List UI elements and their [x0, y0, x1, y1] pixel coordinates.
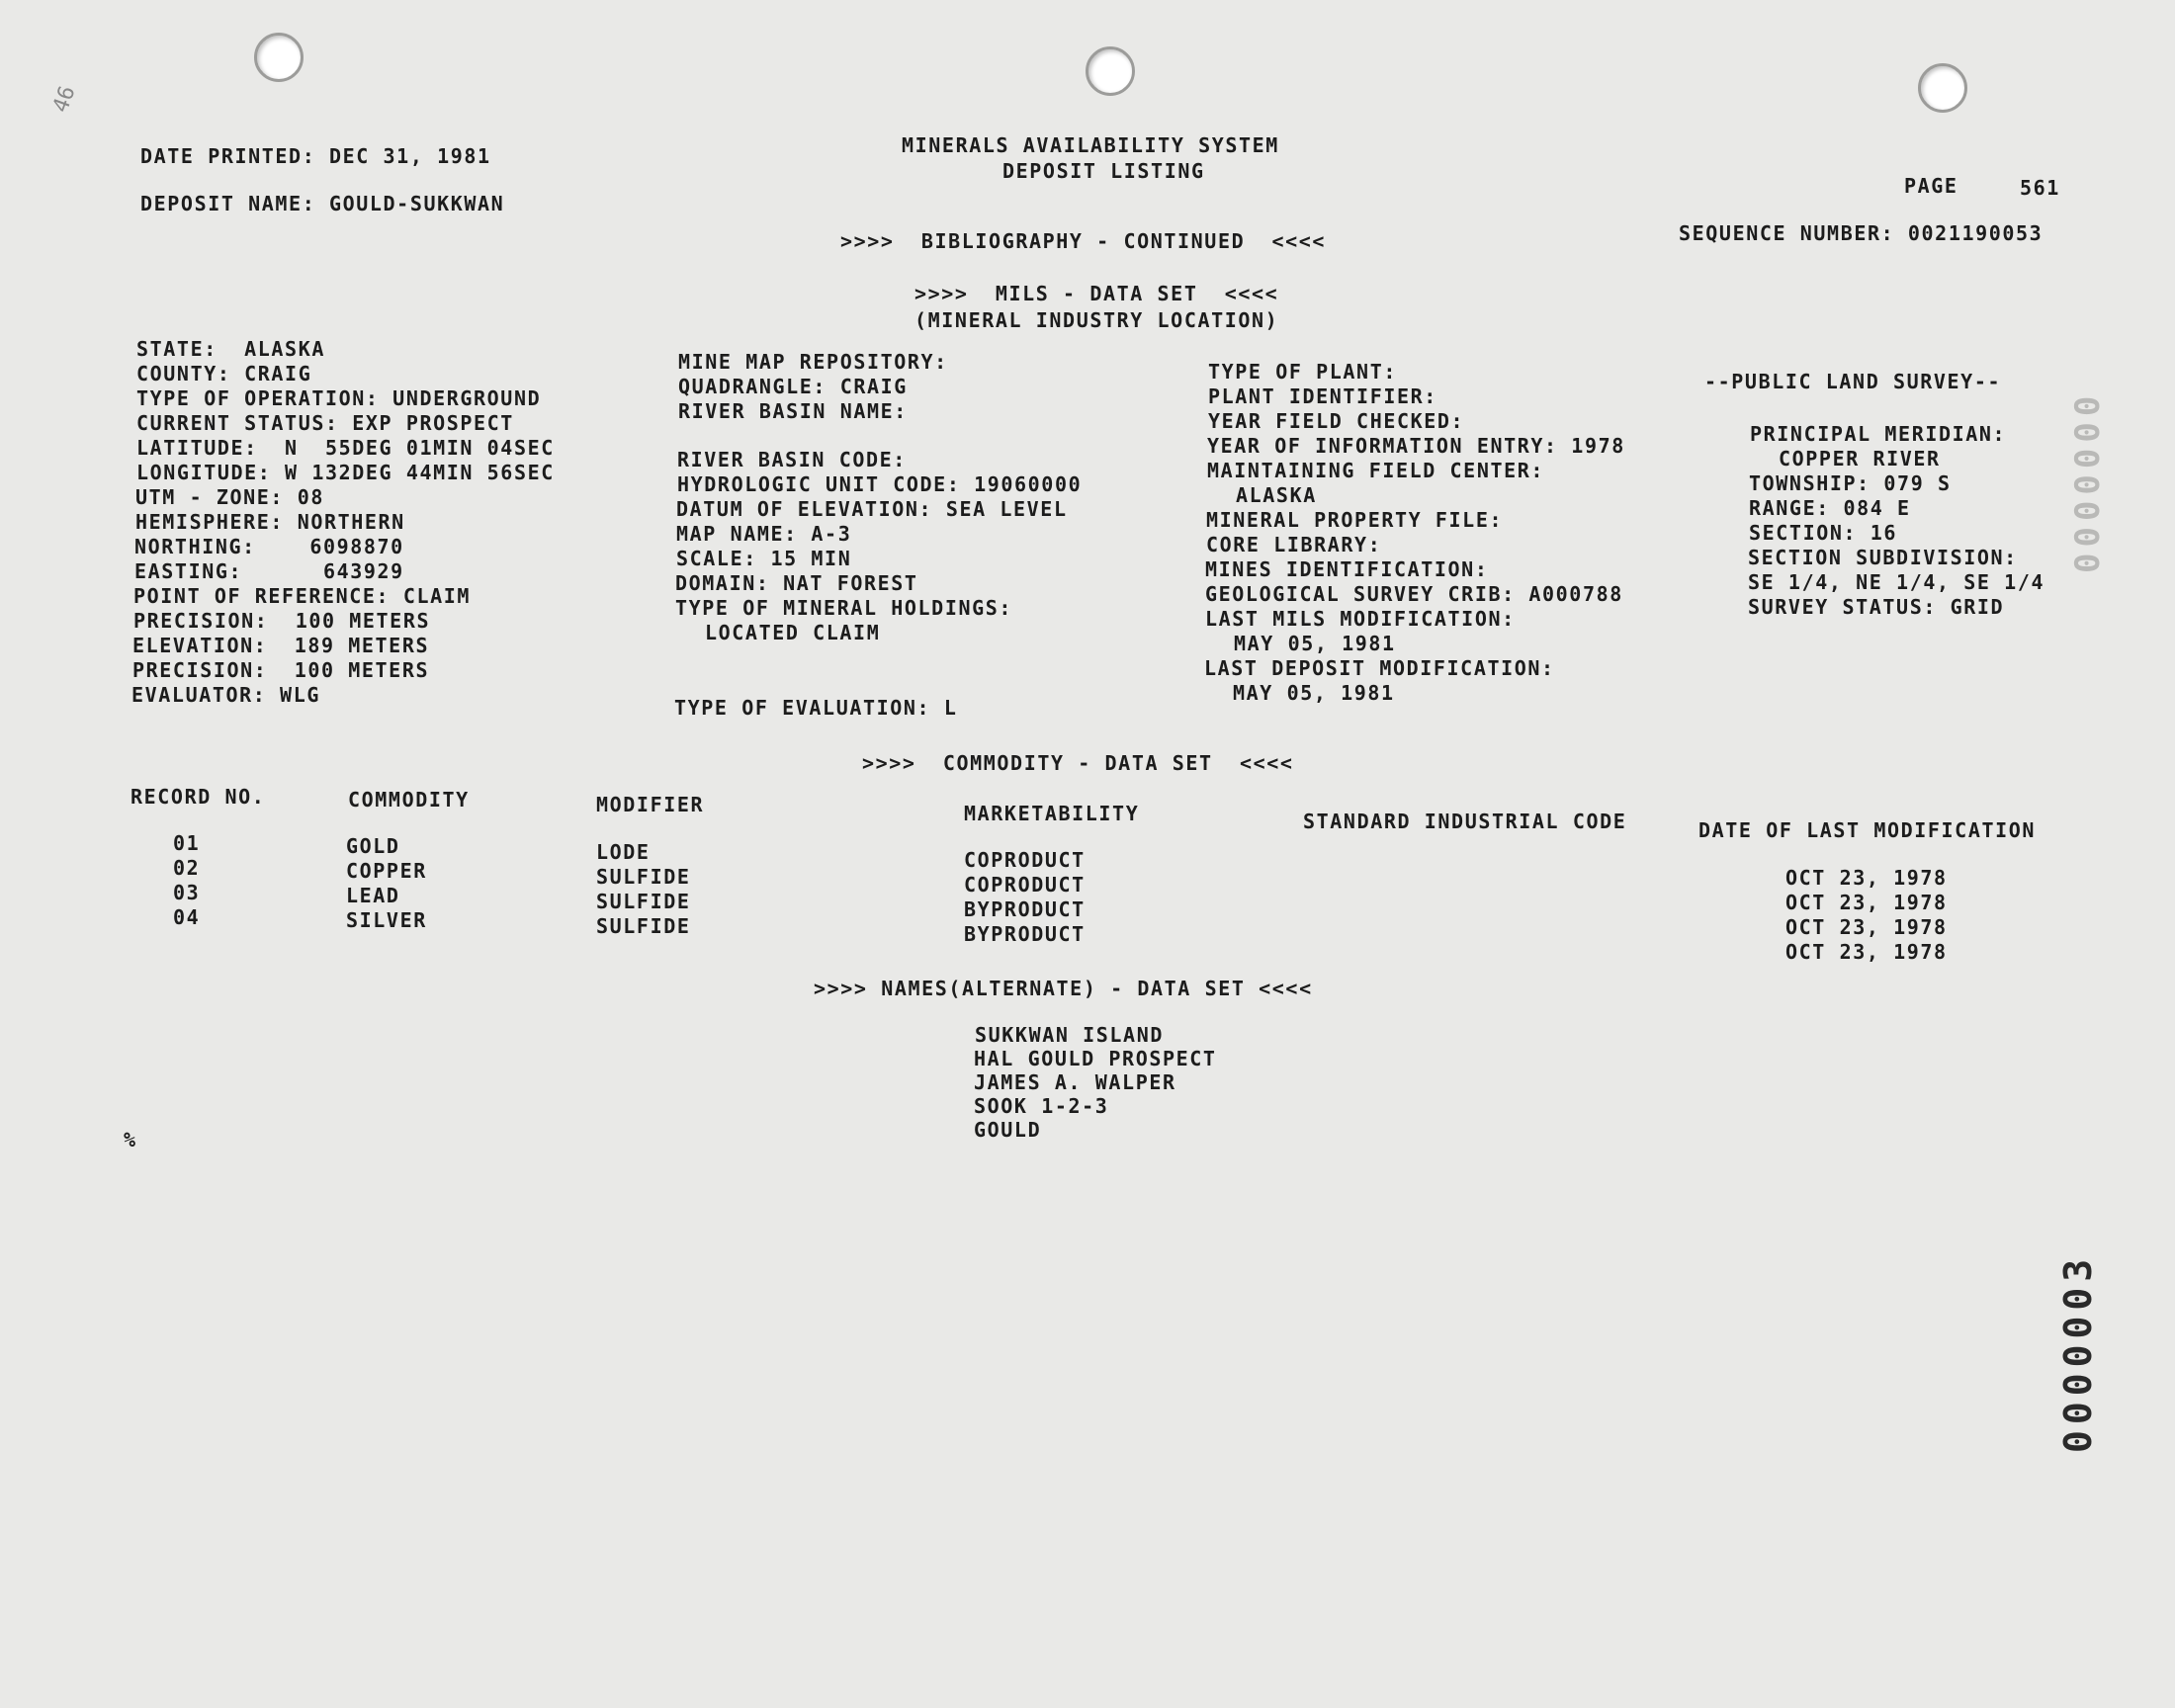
commodity-modifier: SULFIDE — [596, 865, 691, 889]
punch-hole-left — [254, 33, 304, 82]
modifier-header: MODIFIER — [596, 793, 705, 816]
mineral-holdings-value: LOCATED CLAIM — [705, 621, 881, 644]
commodity-header: COMMODITY — [348, 788, 470, 811]
county-field: COUNTY: CRAIG — [136, 362, 312, 385]
core-library-field: CORE LIBRARY: — [1206, 533, 1382, 556]
date-of-last-modification-header: DATE OF LAST MODIFICATION — [1698, 818, 2037, 842]
year-of-information-entry-field: YEAR OF INFORMATION ENTRY: 1978 — [1207, 434, 1625, 458]
commodity-heading: >>>> COMMODITY - DATA SET <<<< — [862, 751, 1294, 775]
mineral-property-file-field: MINERAL PROPERTY FILE: — [1206, 508, 1504, 532]
elevation-field: ELEVATION: 189 METERS — [132, 634, 430, 657]
standard-industrial-code-header: STANDARD INDUSTRIAL CODE — [1303, 810, 1627, 833]
principal-meridian-field: PRINCIPAL MERIDIAN: — [1750, 422, 2007, 446]
survey-status-field: SURVEY STATUS: GRID — [1748, 595, 2005, 619]
principal-meridian-value: COPPER RIVER — [1779, 447, 1941, 470]
mines-identification-field: MINES IDENTIFICATION: — [1205, 557, 1489, 581]
alternate-name: JAMES A. WALPER — [974, 1070, 1176, 1094]
easting-field: EASTING: 643929 — [134, 559, 404, 583]
commodity-marketability: COPRODUCT — [964, 848, 1086, 872]
domain-field: DOMAIN: NAT FOREST — [675, 571, 918, 595]
page-label: PAGE — [1904, 174, 1958, 198]
map-name-field: MAP NAME: A-3 — [676, 522, 852, 546]
commodity-marketability: BYPRODUCT — [964, 897, 1086, 921]
side-code: 0000003 — [2056, 1252, 2100, 1453]
deposit-name: DEPOSIT NAME: GOULD-SUKKWAN — [140, 192, 505, 215]
river-basin-name-field: RIVER BASIN NAME: — [678, 399, 908, 423]
township-field: TOWNSHIP: 079 S — [1749, 471, 1952, 495]
commodity-modifier: SULFIDE — [596, 914, 691, 938]
year-field-checked-field: YEAR FIELD CHECKED: — [1208, 409, 1465, 433]
hemisphere-field: HEMISPHERE: NORTHERN — [135, 510, 405, 534]
utm-zone-field: UTM - ZONE: 08 — [135, 485, 324, 509]
alternate-name: SUKKWAN ISLAND — [975, 1023, 1164, 1047]
commodity-name: SILVER — [346, 908, 427, 932]
precision-field: PRECISION: 100 METERS — [133, 609, 431, 633]
commodity-name: GOLD — [346, 834, 400, 858]
geological-survey-crib-field: GEOLOGICAL SURVEY CRIB: A000788 — [1205, 582, 1623, 606]
plant-identifier-field: PLANT IDENTIFIER: — [1208, 384, 1437, 408]
commodity-marketability: BYPRODUCT — [964, 922, 1086, 946]
northing-field: NORTHING: 6098870 — [134, 535, 404, 558]
last-deposit-modification-value: MAY 05, 1981 — [1233, 681, 1395, 705]
percent-mark: % — [124, 1128, 137, 1152]
last-mils-modification-value: MAY 05, 1981 — [1234, 632, 1396, 655]
state-field: STATE: ALASKA — [136, 337, 325, 361]
mineral-holdings-field: TYPE OF MINERAL HOLDINGS: — [675, 596, 1013, 620]
river-basin-code-field: RIVER BASIN CODE: — [677, 448, 907, 471]
punch-hole-right — [1918, 63, 1967, 113]
maintaining-field-center-value: ALASKA — [1236, 483, 1317, 507]
punch-hole-center — [1086, 46, 1135, 96]
public-land-survey-title: --PUBLIC LAND SURVEY-- — [1704, 370, 2002, 393]
last-deposit-modification-field: LAST DEPOSIT MODIFICATION: — [1204, 656, 1555, 680]
longitude-field: LONGITUDE: W 132DEG 44MIN 56SEC — [136, 461, 555, 484]
alternate-name: GOULD — [974, 1118, 1042, 1142]
current-status-field: CURRENT STATUS: EXP PROSPECT — [136, 411, 514, 435]
section-subdivision-field: SECTION SUBDIVISION: — [1748, 546, 2018, 569]
date-printed: DATE PRINTED: DEC 31, 1981 — [140, 144, 491, 168]
sequence-number: SEQUENCE NUMBER: 0021190053 — [1679, 221, 2044, 245]
section-field: SECTION: 16 — [1749, 521, 1898, 545]
system-title: MINERALS AVAILABILITY SYSTEM — [902, 133, 1279, 157]
record-no-header: RECORD NO. — [130, 785, 266, 809]
latitude-field: LATITUDE: N 55DEG 01MIN 04SEC — [136, 436, 555, 460]
evaluator-field: EVALUATOR: WLG — [131, 683, 320, 707]
side-code-faint: 0000000 — [2068, 389, 2108, 573]
record-number: 03 — [173, 881, 201, 904]
type-of-plant-field: TYPE OF PLANT: — [1208, 360, 1397, 384]
commodity-name: LEAD — [346, 884, 400, 907]
handwritten-mark: 46 — [47, 82, 81, 117]
commodity-modification-date: OCT 23, 1978 — [1785, 940, 1948, 964]
maintaining-field-center-field: MAINTAINING FIELD CENTER: — [1207, 459, 1545, 482]
alternate-names-heading: >>>> NAMES(ALTERNATE) - DATA SET <<<< — [814, 977, 1313, 1000]
commodity-modification-date: OCT 23, 1978 — [1785, 866, 1948, 890]
mine-map-repository-field: MINE MAP REPOSITORY: — [678, 350, 948, 374]
range-field: RANGE: 084 E — [1749, 496, 1911, 520]
commodity-modifier: LODE — [596, 840, 651, 864]
operation-type-field: TYPE OF OPERATION: UNDERGROUND — [136, 386, 542, 410]
page-number: 561 — [2020, 176, 2060, 200]
type-of-evaluation-field: TYPE OF EVALUATION: L — [674, 696, 958, 720]
last-mils-modification-field: LAST MILS MODIFICATION: — [1205, 607, 1516, 631]
mils-heading: >>>> MILS - DATA SET <<<< — [914, 282, 1279, 305]
mils-subheading: (MINERAL INDUSTRY LOCATION) — [914, 308, 1279, 332]
commodity-modification-date: OCT 23, 1978 — [1785, 915, 1948, 939]
listing-title: DEPOSIT LISTING — [1002, 159, 1205, 183]
bibliography-heading: >>>> BIBLIOGRAPHY - CONTINUED <<<< — [840, 229, 1327, 253]
elevation-precision-field: PRECISION: 100 METERS — [132, 658, 430, 682]
commodity-marketability: COPRODUCT — [964, 873, 1086, 897]
marketability-header: MARKETABILITY — [964, 802, 1140, 825]
alternate-name: HAL GOULD PROSPECT — [974, 1047, 1217, 1070]
point-of-reference-field: POINT OF REFERENCE: CLAIM — [133, 584, 472, 608]
hydrologic-unit-code-field: HYDROLOGIC UNIT CODE: 19060000 — [677, 472, 1083, 496]
quadrangle-field: QUADRANGLE: CRAIG — [678, 375, 908, 398]
commodity-modifier: SULFIDE — [596, 890, 691, 913]
commodity-name: COPPER — [346, 859, 427, 883]
alternate-name: SOOK 1-2-3 — [974, 1094, 1109, 1118]
datum-of-elevation-field: DATUM OF ELEVATION: SEA LEVEL — [676, 497, 1068, 521]
scale-field: SCALE: 15 MIN — [676, 547, 852, 570]
record-number: 02 — [173, 856, 201, 880]
record-number: 04 — [173, 905, 201, 929]
commodity-modification-date: OCT 23, 1978 — [1785, 891, 1948, 914]
section-subdivision-value: SE 1/4, NE 1/4, SE 1/4 — [1748, 570, 2045, 594]
record-number: 01 — [173, 831, 201, 855]
